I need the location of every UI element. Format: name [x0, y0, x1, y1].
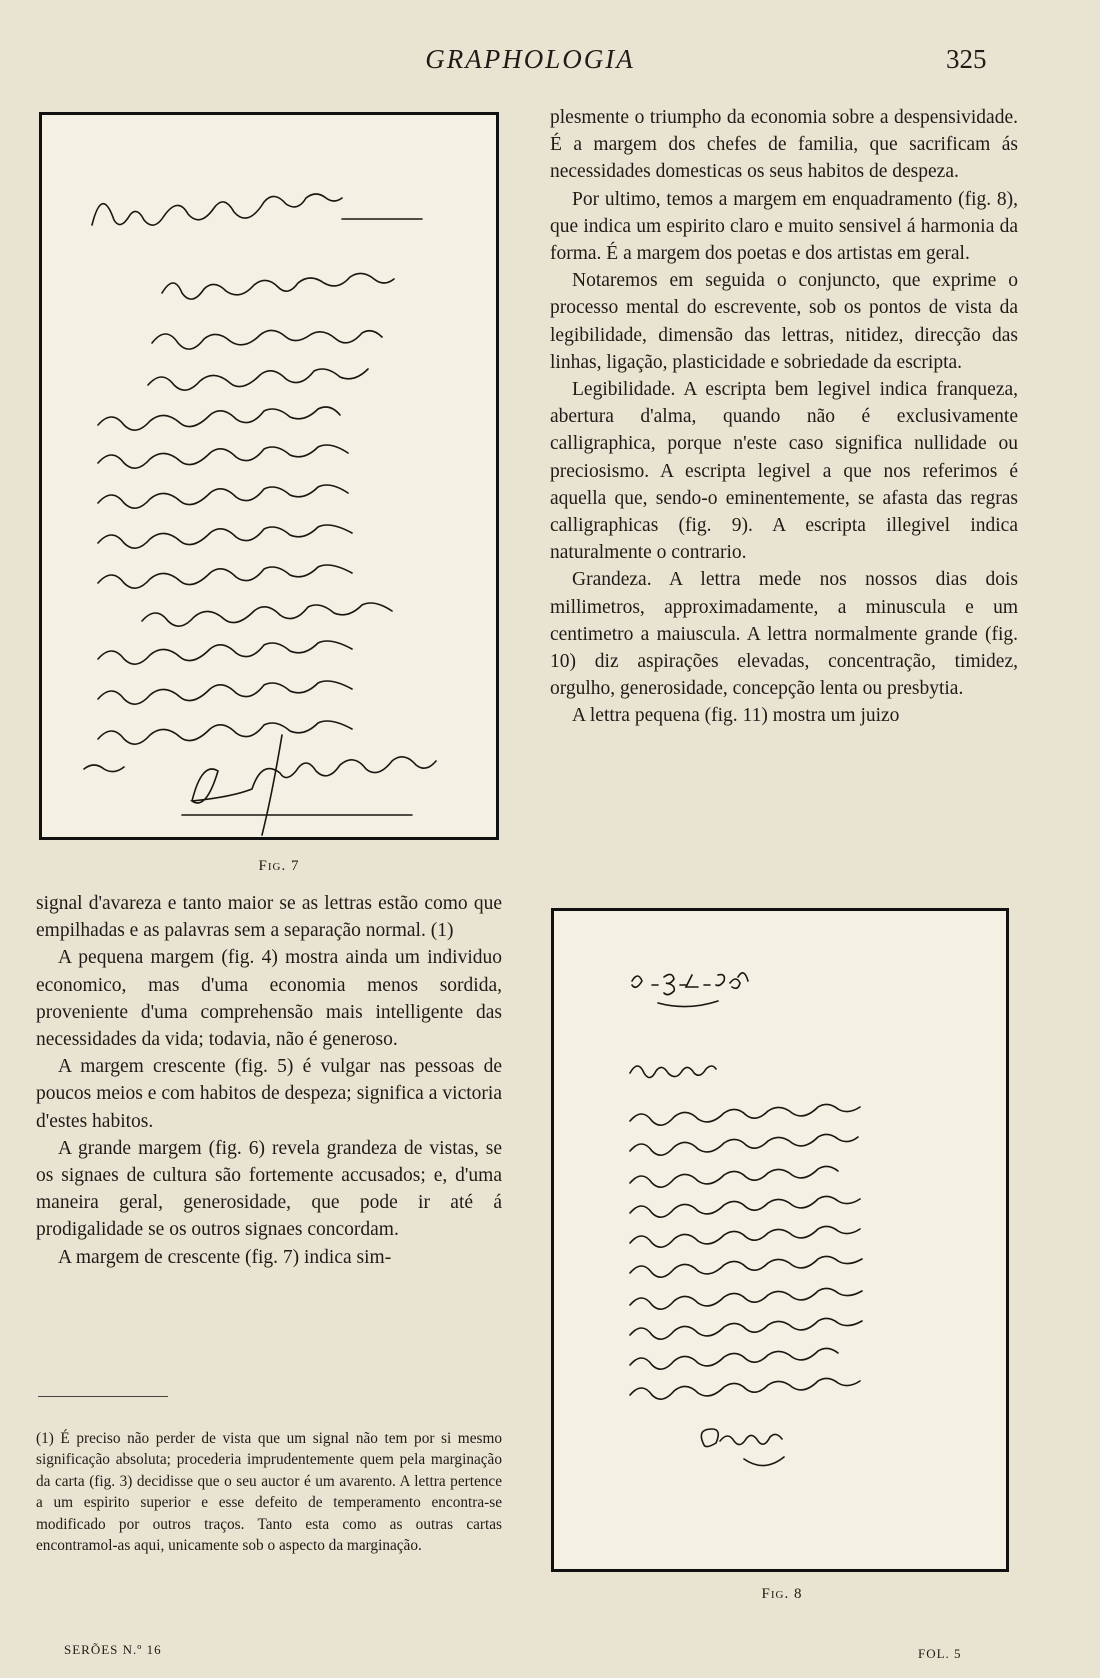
paragraph: Notaremos em seguida o conjuncto, que exprime o processo mental do escrevente, sob os pontos de vista da legibilidade, dimensão das lettras, nitidez, direcção das linhas, ligação, plasticidade e sobriedade da escripta. [550, 270, 1018, 373]
paragraph: A grande margem (fig. 6) revela grandeza de vistas, se os signaes de cultura são fortemente accusados; e, d'uma maneira geral, generosidade, que pode ir até á prodigalidade se os outros signaes concordam. [36, 1137, 502, 1241]
figure-8-handwritten-note [551, 908, 1009, 1572]
paragraph: A lettra pequena (fig. 11) mostra um juizo [572, 705, 900, 727]
left-column [36, 890, 502, 1271]
running-header-title: GRAPHOLOGIA [425, 44, 635, 74]
handwriting-image-fig7 [42, 115, 496, 837]
paragraph: Por ultimo, temos a margem em enquadramento (fig. 8), que indica um espirito claro e muito sensivel á harmonia da forma. É a margem dos poetas e dos artistas em geral. [550, 188, 1018, 265]
footnote: (1) É preciso não perder de vista que um signal não tem por si mesmo significação absoluta; procederia imprudentemente quem pela marginação da carta (fig. 3) decidisse que o seu auctor é um avarento. A lettra pertence a um espirito superior e esse defeito de temperamento encontra-se modificado por outros traços. Tanto esta como as outras cartas encontramol-as aqui, unicamente sob o aspecto da marginação. [36, 1430, 502, 1555]
paragraph: Legibilidade. A escripta bem legivel indica franqueza, abertura d'alma, quando não é exclusivamente calligraphica, porque n'este caso significa nullidade ou preciosismo. A escripta legivel a que nos referimos é aquella que, sendo-o eminentemente, se afasta das regras calligraphicas (fig. 9). A escripta illegivel indica naturalmente o contrario. [550, 379, 1018, 564]
footer-folio-label: FOL. 5 [918, 1646, 962, 1661]
paragraph: plesmente o triumpho da economia sobre a despensividade. É a margem dos chefes de familia, que sacrificam ás necessidades domesticas os seus habitos de despeza. [550, 107, 1018, 183]
paragraph: A pequena margem (fig. 4) mostra ainda um individuo economico, mas d'uma economia menos sordida, proveniente d'uma comprehensão mais intelligente das necessidades da vida; todavia, não é generoso. [36, 947, 502, 1051]
paragraph: A margem crescente (fig. 5) é vulgar nas pessoas de poucos meios e com habitos de despeza; significa a victoria d'estes habitos. [36, 1056, 502, 1132]
paragraph: A margem de crescente (fig. 7) indica sim- [58, 1246, 392, 1268]
footer-issue-label: SERÕES N.º 16 [64, 1642, 162, 1657]
page-number: 325 [946, 44, 987, 74]
paragraph: Grandeza. A lettra mede nos nossos dias dois millimetros, approximadamente, a minuscula e um centimetro a maiuscula. A lettra normalmente grande (fig. 10) diz aspirações elevadas, concentração, timidez, orgulho, generosidade, concepção lenta ou presbytia. [550, 569, 1018, 700]
handwriting-image-fig8 [554, 911, 1006, 1569]
figure-8-caption: Fig. 8 [761, 1586, 803, 1602]
figure-7-handwritten-letter [39, 112, 499, 840]
right-column [550, 104, 1018, 730]
footnote-divider [38, 1396, 168, 1397]
figure-7-caption: Fig. 7 [258, 858, 300, 874]
paragraph: signal d'avareza e tanto maior se as lettras estão como que empilhadas e as palavras sem a separação normal. (1) [36, 893, 502, 942]
